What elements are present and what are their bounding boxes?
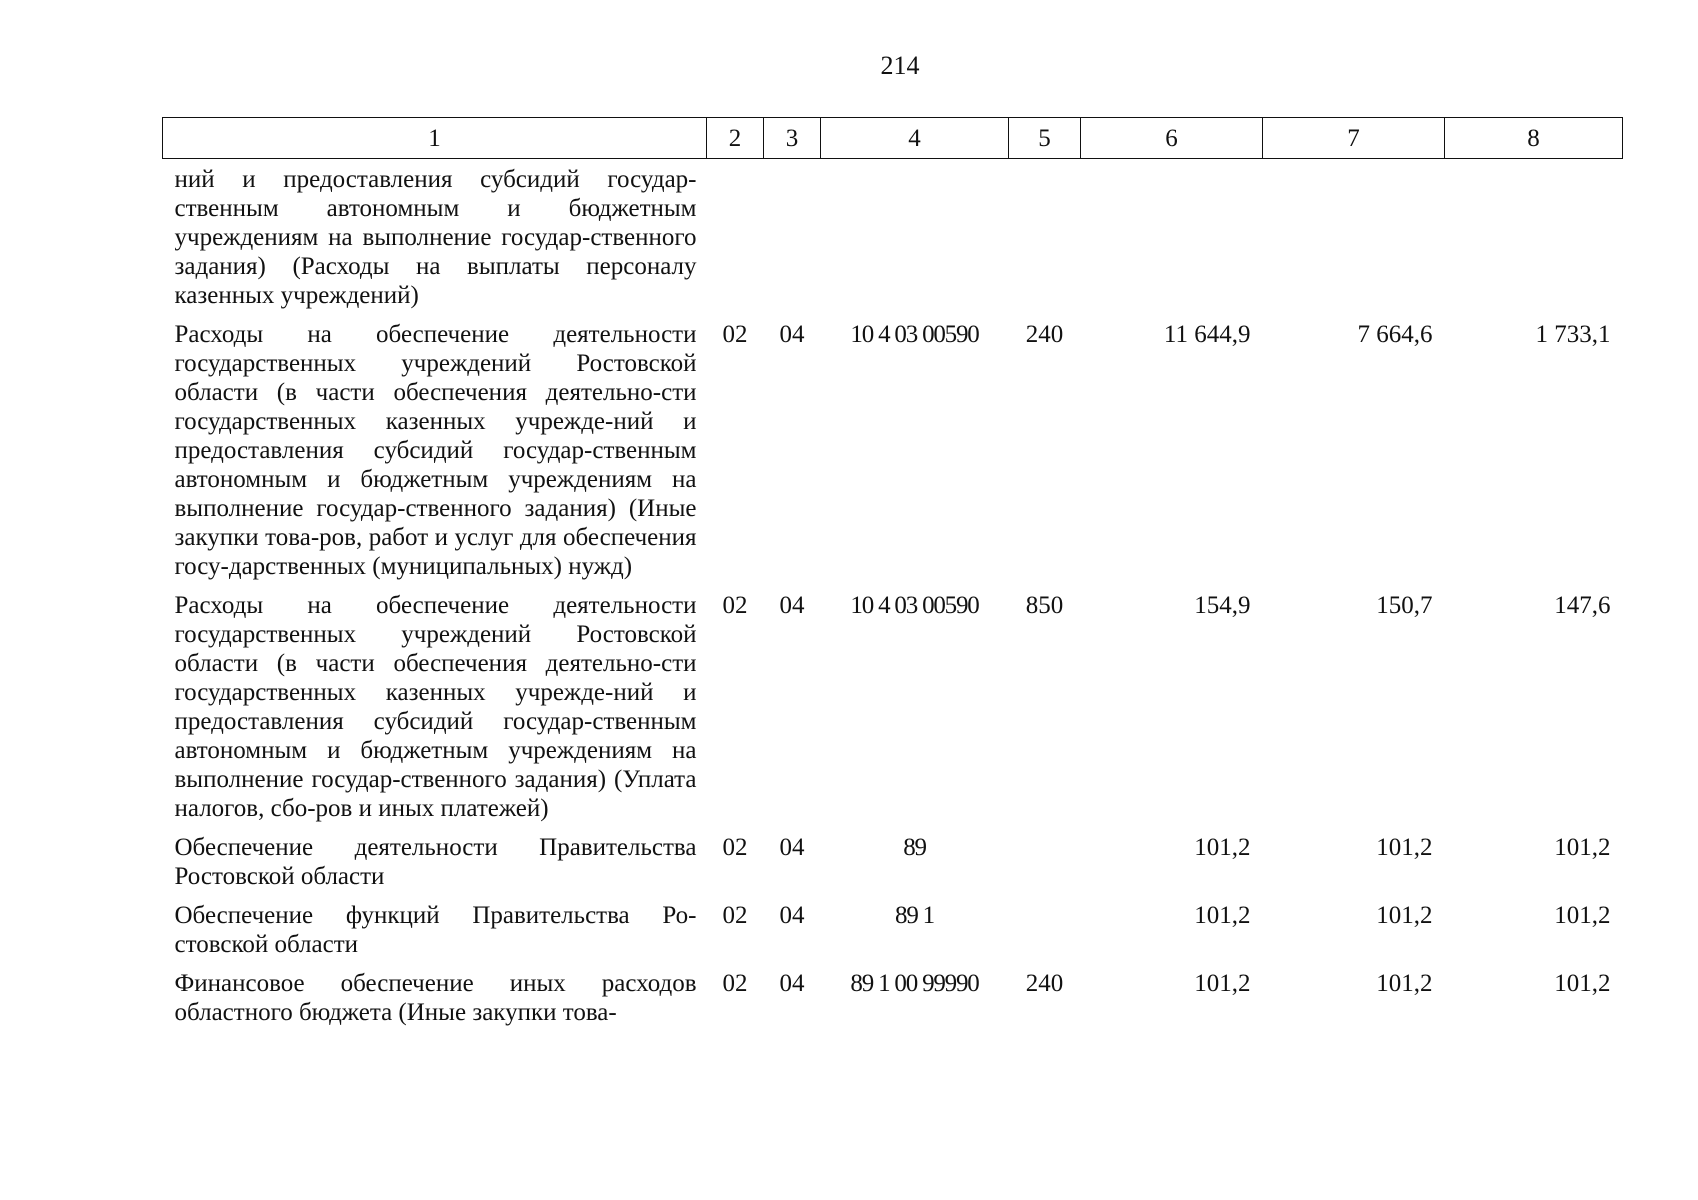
header-cell-4: 4: [821, 118, 1009, 159]
row-amount-col7: 101,2: [1376, 834, 1433, 861]
row-amount-col7: 101,2: [1376, 970, 1433, 997]
row-amount-col8: 1 733,1: [1535, 321, 1611, 348]
header-cell-8: 8: [1445, 118, 1623, 159]
row-amount-col7: 150,7: [1376, 592, 1433, 619]
row-amount-col6: 11 644,9: [1163, 321, 1251, 348]
table-body: [163, 159, 1623, 1038]
row-subsection-code: 04: [779, 834, 805, 861]
row-amount-col8: 101,2: [1554, 902, 1611, 929]
row-amount-col7: 7 664,6: [1357, 321, 1433, 348]
row-subsection-code: 04: [779, 592, 805, 619]
table-row: [163, 159, 1623, 321]
row-section-code: 02: [722, 902, 748, 929]
table-row: [163, 901, 1623, 969]
row-expense-type-code: [1009, 901, 1081, 969]
row-target-article-code: 89 1: [895, 902, 934, 929]
row-target-article-code: [821, 159, 1009, 321]
row-amount-col8: [1445, 159, 1623, 321]
row-amount-col6: 101,2: [1194, 834, 1251, 861]
row-target-article-code: 10 4 03 00590: [850, 592, 979, 619]
row-amount-col8: 147,6: [1554, 592, 1611, 619]
header-cell-6: 6: [1081, 118, 1263, 159]
row-section-code: 02: [722, 970, 748, 997]
row-description: Обеспечение функций Правительства Ро-стовской области: [174, 902, 697, 958]
row-section-code: 02: [722, 592, 748, 619]
row-description: Финансовое обеспечение иных расходов областного бюджета (Иные закупки това-: [174, 970, 697, 1026]
row-expense-type-code: [1009, 159, 1081, 321]
row-subsection-code: [764, 159, 821, 321]
row-expense-type-code: 850: [1025, 592, 1064, 619]
header-cell-1: 1: [163, 118, 707, 159]
row-amount-col8: 101,2: [1554, 970, 1611, 997]
row-expense-type-code: 240: [1025, 321, 1064, 348]
row-section-code: [707, 159, 764, 321]
row-target-article-code: 89: [903, 834, 926, 861]
page-number: 214: [880, 51, 920, 80]
row-subsection-code: 04: [779, 902, 805, 929]
row-section-code: 02: [722, 321, 748, 348]
table-row: [163, 591, 1623, 833]
row-amount-col6: 154,9: [1194, 592, 1251, 619]
table-header: [163, 118, 1623, 159]
row-subsection-code: 04: [779, 970, 805, 997]
table-row: [163, 320, 1623, 591]
row-amount-col8: 101,2: [1554, 834, 1611, 861]
row-description: ний и предоставления субсидий государ-ственным автономным и бюджетным учреждениям на выполнение государ-ственного задания) (Расходы на выплаты персоналу казенных учреждений): [174, 166, 697, 309]
budget-table: [162, 117, 1623, 1037]
row-amount-col6: 101,2: [1194, 970, 1251, 997]
header-cell-3: 3: [764, 118, 821, 159]
row-amount-col6: 101,2: [1194, 902, 1251, 929]
header-cell-2: 2: [707, 118, 764, 159]
table-row: [163, 969, 1623, 1037]
table-row: [163, 833, 1623, 901]
row-section-code: 02: [722, 834, 748, 861]
header-row: [163, 118, 1623, 159]
row-target-article-code: 10 4 03 00590: [850, 321, 979, 348]
row-subsection-code: 04: [779, 321, 805, 348]
row-amount-col7: [1263, 159, 1445, 321]
header-cell-5: 5: [1009, 118, 1081, 159]
row-amount-col6: [1081, 159, 1263, 321]
row-target-article-code: 89 1 00 99990: [850, 970, 979, 997]
row-description: Обеспечение деятельности Правительства Ростовской области: [174, 834, 697, 890]
row-expense-type-code: [1009, 833, 1081, 901]
row-description: Расходы на обеспечение деятельности государственных учреждений Ростовской области (в части обеспечения деятельно-сти государственных казенных учрежде-ний и предоставления субсидий государ-ственным автономным и бюджетным учреждениям на выполнение государ-ственного задания) (Иные закупки това-ров, работ и услуг для обеспечения госу-дарственных (муниципальных) нужд): [174, 321, 697, 580]
row-expense-type-code: 240: [1025, 970, 1064, 997]
row-description: Расходы на обеспечение деятельности государственных учреждений Ростовской области (в части обеспечения деятельно-сти государственных казенных учрежде-ний и предоставления субсидий государ-ственным автономным и бюджетным учреждениям на выполнение государ-ственного задания) (Уплата налогов, сбо-ров и иных платежей): [174, 592, 697, 822]
row-amount-col7: 101,2: [1376, 902, 1433, 929]
header-cell-7: 7: [1263, 118, 1445, 159]
